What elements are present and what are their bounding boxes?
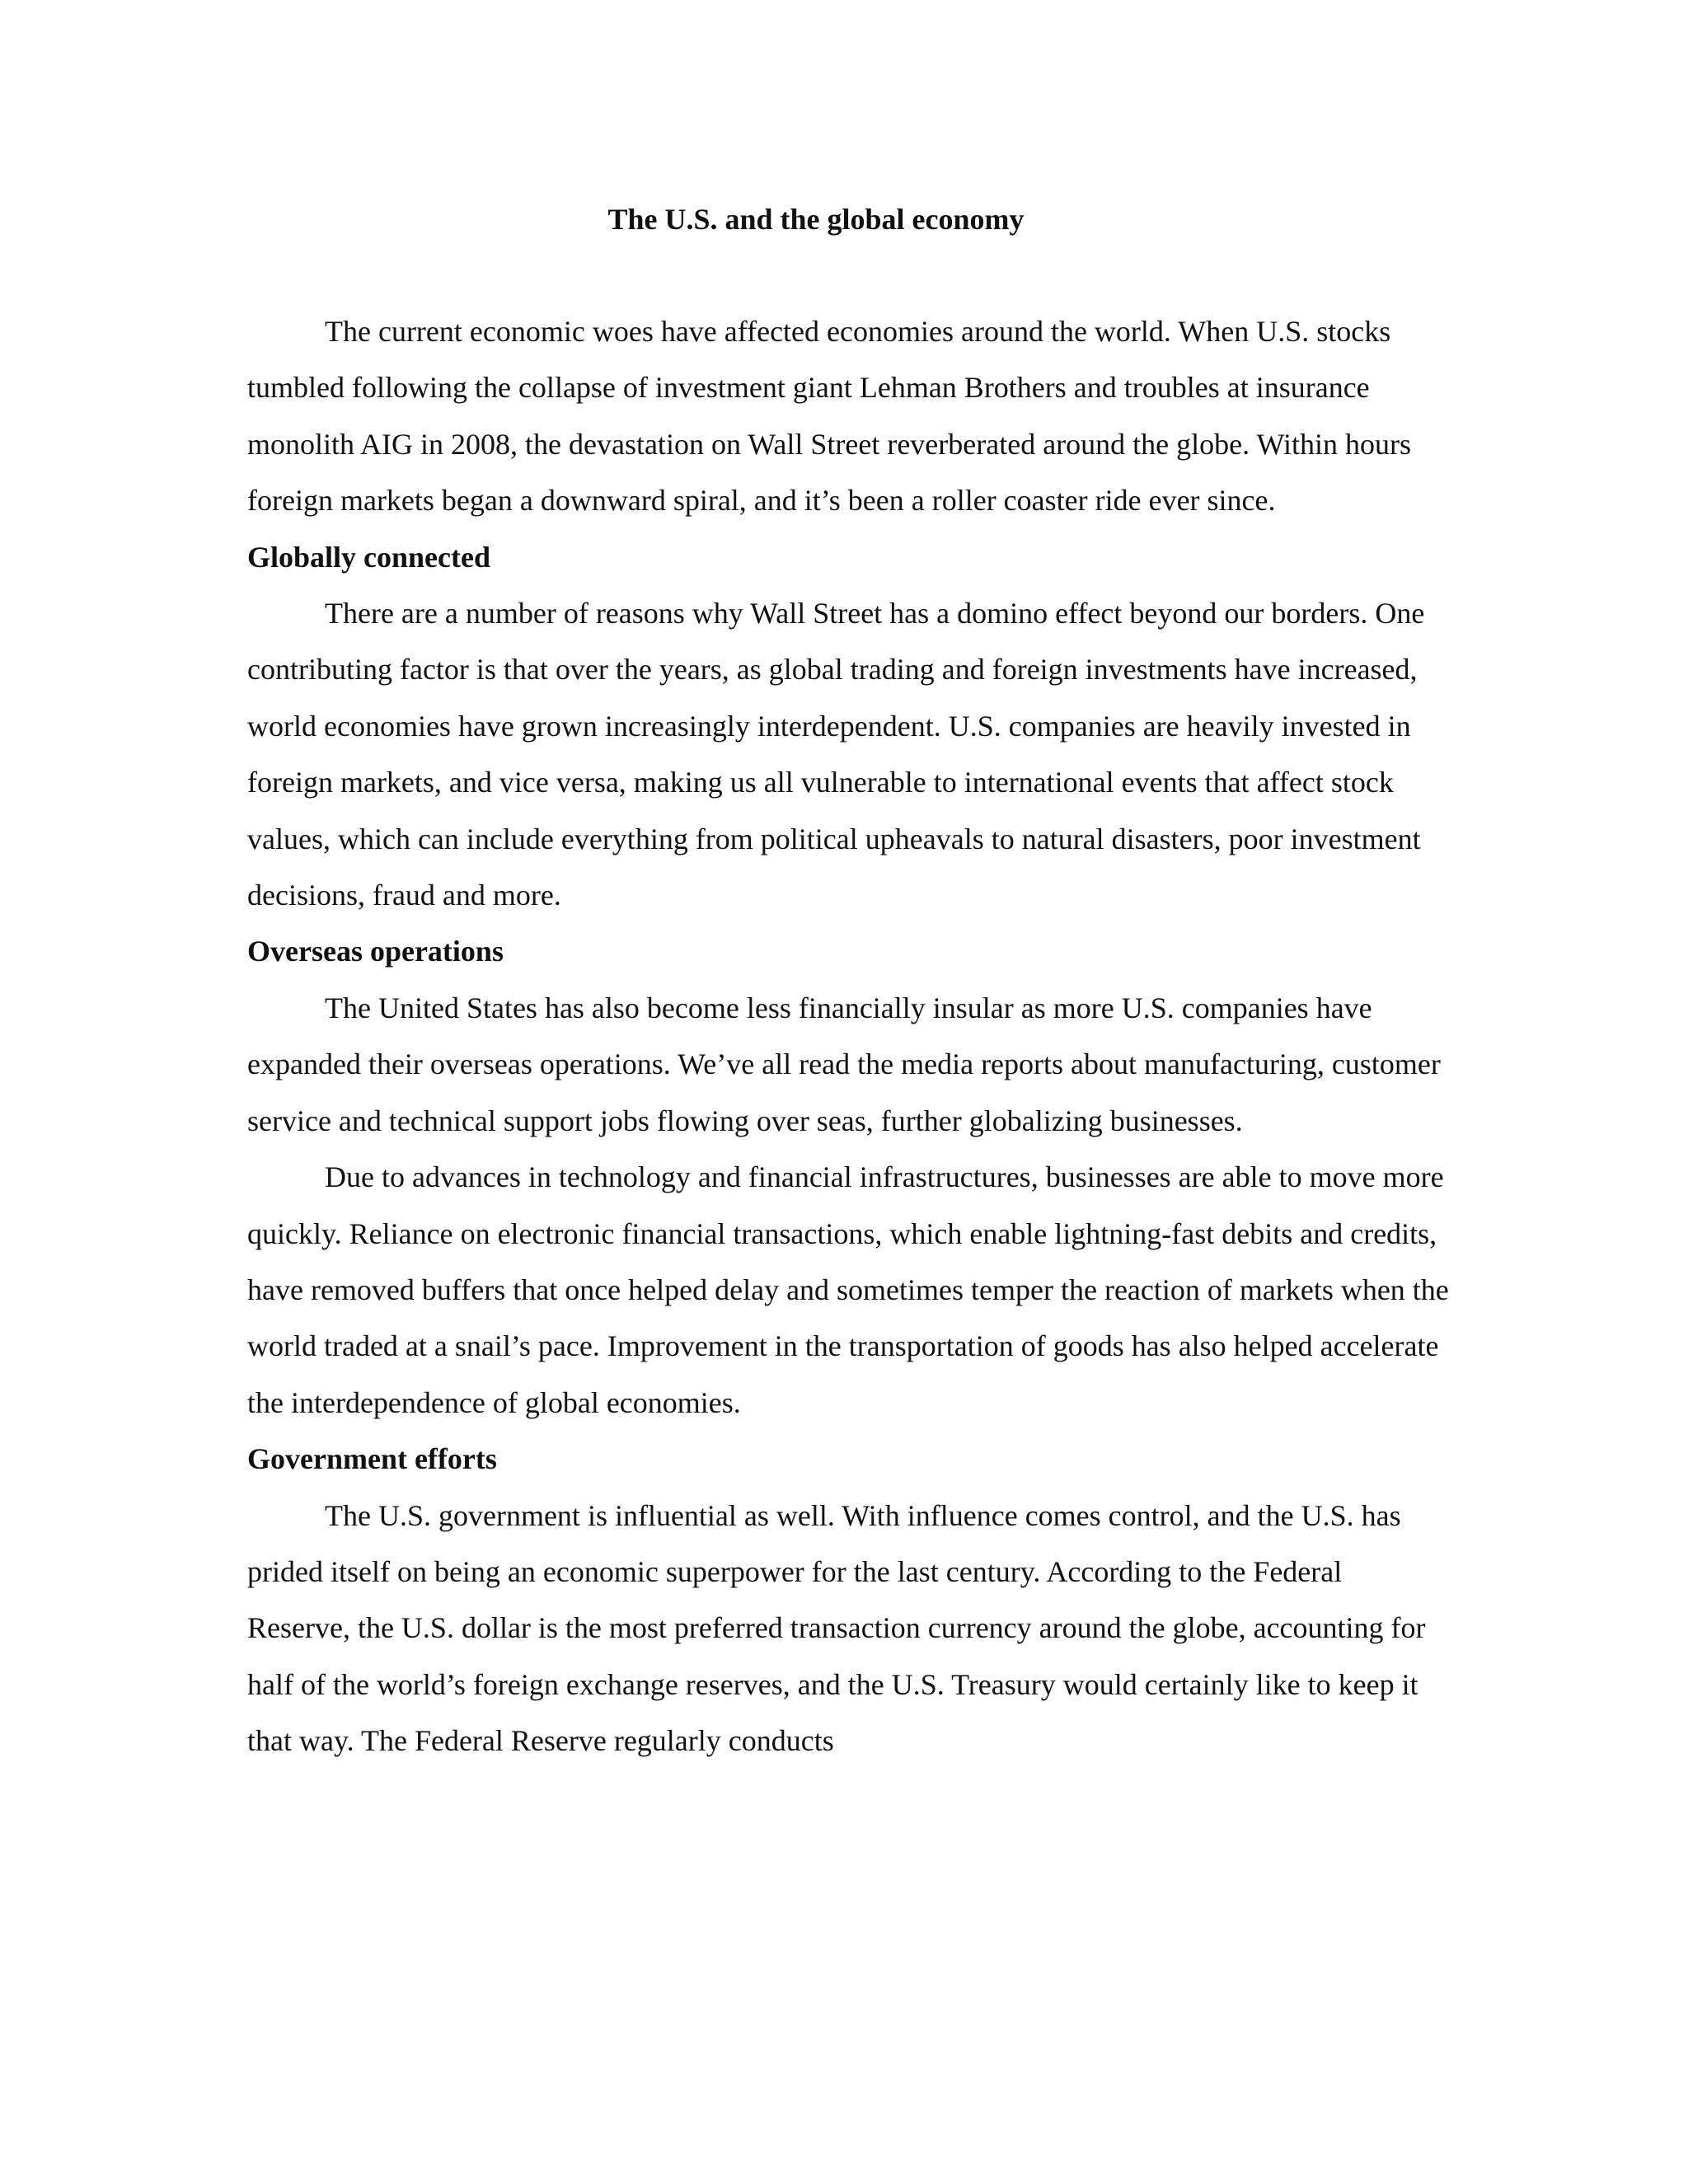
- page-title: The U.S. and the global economy: [607, 203, 1025, 236]
- paragraph-overseas-operations-2: Due to advances in technology and financial infrastructures, businesses are able to move more quickly. Reliance on electronic financial transactions, which enable lightning-fast debits and credits, have removed buffers that once helped delay and sometimes temper the reaction of markets when the world traded at a snail’s pace. Improvement in the transportation of goods has also helped accelerate the interdependence of global economies.: [247, 1160, 1449, 1419]
- document-body: [247, 303, 1451, 1769]
- section-heading-government-efforts: Government efforts: [247, 1442, 497, 1476]
- paragraph-overseas-operations-1: The United States has also become less financially insular as more U.S. companies have expanded their overseas operations. We’ve all read the media reports about manufacturing, customer service and technical support jobs flowing over seas, further globalizing businesses.: [247, 991, 1441, 1137]
- intro-paragraph: The current economic woes have affected economies around the world. When U.S. stocks tumbled following the collapse of investment giant Lehman Brothers and troubles at insurance monolith AIG in 2008, the devastation on Wall Street reverberated around the globe. Within hours foreign markets began a downward spiral, and it’s been a roller coaster ride ever since.: [247, 315, 1412, 518]
- paragraph-globally-connected: There are a number of reasons why Wall Street has a domino effect beyond our borders. One contributing factor is that over the years, as global trading and foreign investments have increased, world economies have grown increasingly interdependent. U.S. companies are heavily invested in foreign markets, and vice versa, making us all vulnerable to international events that affect stock values, which can include everything from political upheavals to natural disasters, poor investment decisions, fraud and more.: [247, 597, 1425, 912]
- section-heading-overseas-operations: Overseas operations: [247, 935, 504, 968]
- paragraph-government-efforts: The U.S. government is influential as well. With influence comes control, and the U.S. has prided itself on being an economic superpower for the last century. According to the Federal Reserve, the U.S. dollar is the most preferred transaction currency around the globe, accounting for half of the world’s foreign exchange reserves, and the U.S. Treasury would certainly like to keep it that way. The Federal Reserve regularly conducts: [247, 1498, 1426, 1758]
- section-heading-globally-connected: Globally connected: [247, 540, 490, 574]
